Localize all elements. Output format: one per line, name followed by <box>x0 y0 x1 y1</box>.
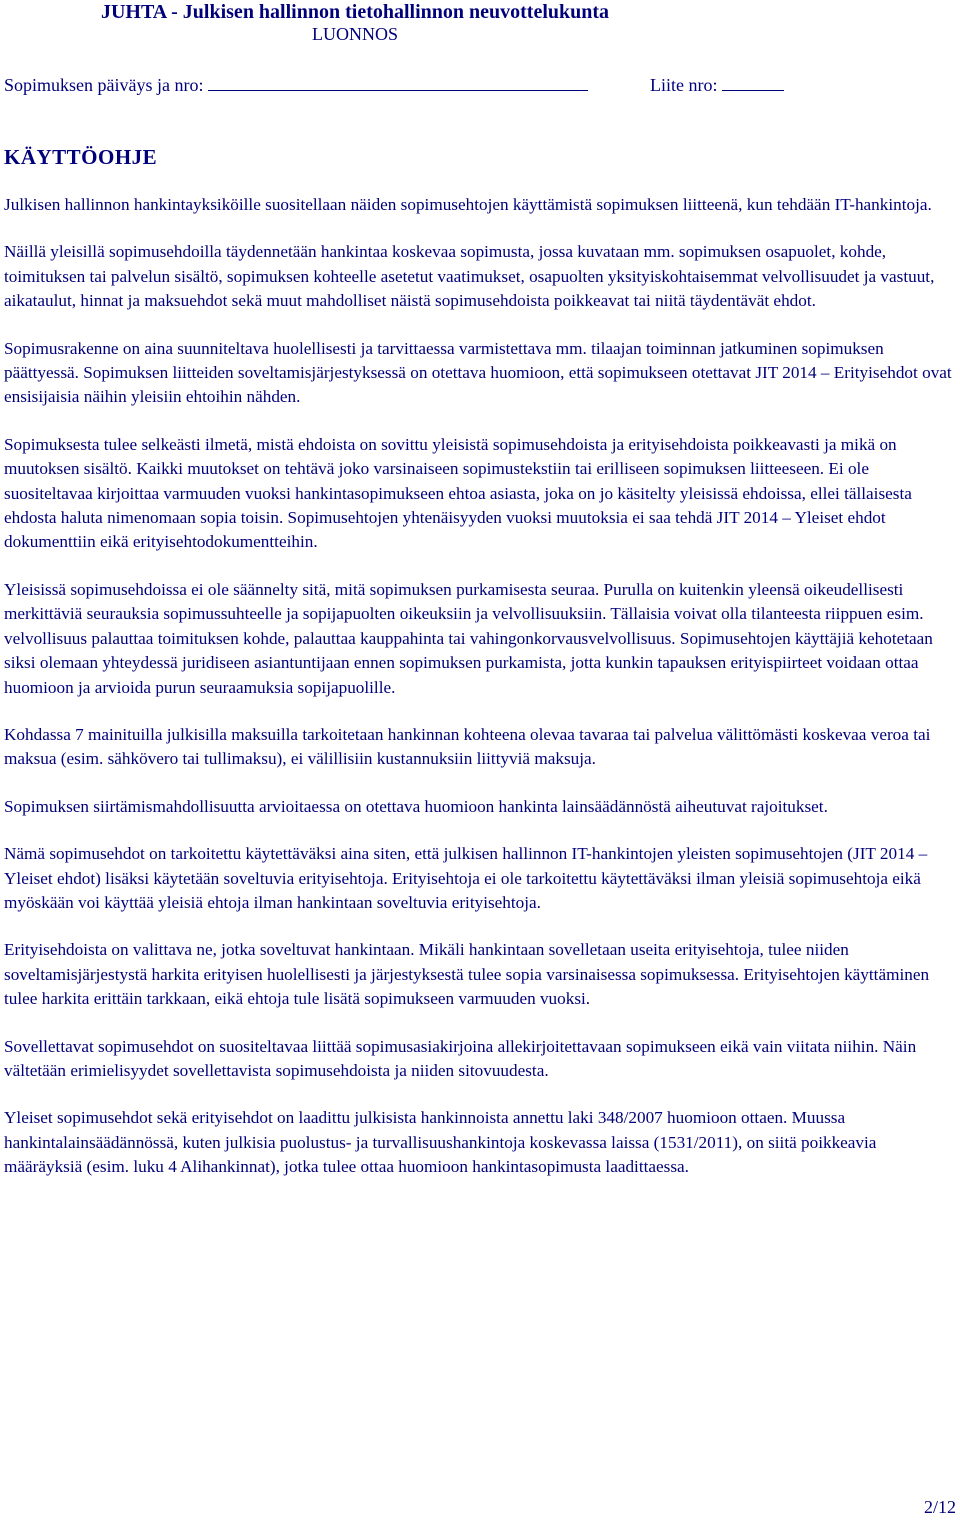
paragraph: Sopimusrakenne on aina suunniteltava huolellisesti ja tarvittaessa varmistettava mm. tilaajan toiminnan jatkuminen sopimuksen päättyessä. Sopimuksen liitteiden soveltamisjärjestyksessä on otettava huomioon, että sopimukseen otettavat JIT 2014 – Erityisehdot ovat ensisijaisia näihin yleisiin ehtoihin nähden. <box>4 338 952 407</box>
document-draft-label: LUONNOS <box>311 24 398 44</box>
paragraph: Yleisissä sopimusehdoissa ei ole säännelty sitä, mitä sopimuksen purkamisesta seuraa. Purulla on kuitenkin yleensä oikeudellisesti merkittäviä seurauksia sopimussuhteelle ja sopijapuolten oikeuksiin ja velvollisuuksiin. Tällaisia voivat olla tilanteesta riippuen esim. velvollisuus palauttaa toimituksen kohde, palauttaa kauppahinta tai vahingonkorvausvelvollisuus. Sopimusehtojen käyttäjiä kehotetaan siksi olemaan yhteydessä juridiseen asiantuntijaan ennen sopimuksen purkamista, jotta kunkin tapauksen erityispiirteet voidaan ottaa huomioon ja arvioida purun seuraamuksia sopijapuolille. <box>4 579 933 697</box>
paragraph: Sopimuksen siirtämismahdollisuutta arvioitaessa on otettava huomioon hankinta lainsäädännöstä aiheutuvat rajoitukset. <box>4 796 828 816</box>
body-text <box>4 193 954 1203</box>
paragraph: Yleiset sopimusehdot sekä erityisehdot on laadittu julkisista hankinnoista annettu laki 348/2007 huomioon ottaen. Muussa hankintalainsäädännössä, kuten julkisia puolustus- ja turvallisuushankintoja koskevassa laissa (1531/2011), on siitä poikkeavia määräyksiä (esim. luku 4 Alihankinnat), jotka tulee ottaa huomioon hankintasopimusta laadittaessa. <box>4 1108 877 1177</box>
paragraph: Näillä yleisillä sopimusehdoilla täydennetään hankintaa koskevaa sopimusta, jossa kuvataan mm. sopimuksen osapuolet, kohde, toimituksen tai palvelun sisältö, sopimuksen kohteelle asetetut vaatimukset, osapuolten yksityiskohtaisemmat velvollisuudet ja vastuut, aikataulut, hinnat ja maksuehdot sekä muut mahdolliset näistä sopimusehdoista poikkeavat tai niitä täydentävät ehdot. <box>4 242 935 311</box>
document-header-title: JUHTA - Julkisen hallinnon tietohallinnon neuvottelukunta <box>100 1 610 23</box>
paragraph: Nämä sopimusehdot on tarkoitettu käytettäväksi aina siten, että julkisen hallinnon IT-hankintojen yleisten sopimusehtojen (JIT 2014 – Yleiset ehdot) lisäksi käytetään soveltuvia erityisehtoja. Erityisehtoja ei ole tarkoitettu käytettäväksi ilman yleisiä sopimusehtoja eikä myöskään voi käyttää yleisiä ehtoja ilman hankintaan soveltuvia erityisehtoja. <box>4 844 928 912</box>
paragraph: Sovellettavat sopimusehdot on suositeltavaa liittää sopimusasiakirjoina allekirjoitettavaan sopimukseen eikä vain viitata niihin. Näin vältetään erimielisyydet sovellettavista sopimusehdoista ja niiden sitovuudesta. <box>4 1036 917 1080</box>
section-heading: KÄYTTÖOHJE <box>4 145 158 169</box>
paragraph: Sopimuksesta tulee selkeästi ilmetä, mistä ehdoista on sovittu yleisistä sopimusehdoista ja erityisehdoista poikkeavasti ja mikä on muutoksen sisältö. Kaikki muutokset on tehtävä joko varsinaiseen sopimustekstiin tai erilliseen sopimuksen liitteeseen. Ei ole suositeltavaa kirjoittaa varmuuden vuoksi hankintasopimukseen ehtoa asiasta, joka on jo käsitelty yleisissä ehdoissa, ellei tällaisesta ehdosta haluta nimenomaan sopia toisin. Sopimusehtojen yhtenäisyyden vuoksi muutoksia ei saa tehdä JIT 2014 – Yleiset ehdot dokumenttiin eikä erityisehtodokumentteihin. <box>4 434 912 552</box>
paragraph: Julkisen hallinnon hankintayksiköille suositellaan näiden sopimusehtojen käyttämistä sopimuksen liitteenä, kun tehdään IT-hankintoja. <box>4 195 932 214</box>
agreement-date-label: Sopimuksen päiväys ja nro: <box>4 75 204 95</box>
paragraph: Erityisehdoista on valittava ne, jotka soveltuvat hankintaan. Mikäli hankintaan sovelletaan useita erityisehtoja, tulee niiden soveltamisjärjestystä harkita erityisen huolellisesti ja järjestyksestä tulee sopia varsinaisessa sopimuksessa. Erityisehtojen käyttäminen tulee harkita erittäin tarkkaan, eikä ehtoja tule lisätä sopimukseen varmuuden vuoksi. <box>4 940 930 1009</box>
attachment-number-field <box>650 74 784 96</box>
page-number: 2/12 <box>923 1497 956 1517</box>
agreement-date-field <box>4 74 588 96</box>
paragraph: Kohdassa 7 mainituilla julkisilla maksuilla tarkoitetaan hankinnan kohteena olevaa tavaraa tai palvelua välittömästi koskevaa veroa tai maksua (esim. sähkövero tai tullimaksu), ei välillisiin kustannuksiin liittyviä maksuja. <box>4 724 931 769</box>
attachment-number-label: Liite nro: <box>650 75 718 95</box>
attachment-number-blank-line <box>722 74 784 91</box>
agreement-date-blank-line <box>208 74 588 91</box>
